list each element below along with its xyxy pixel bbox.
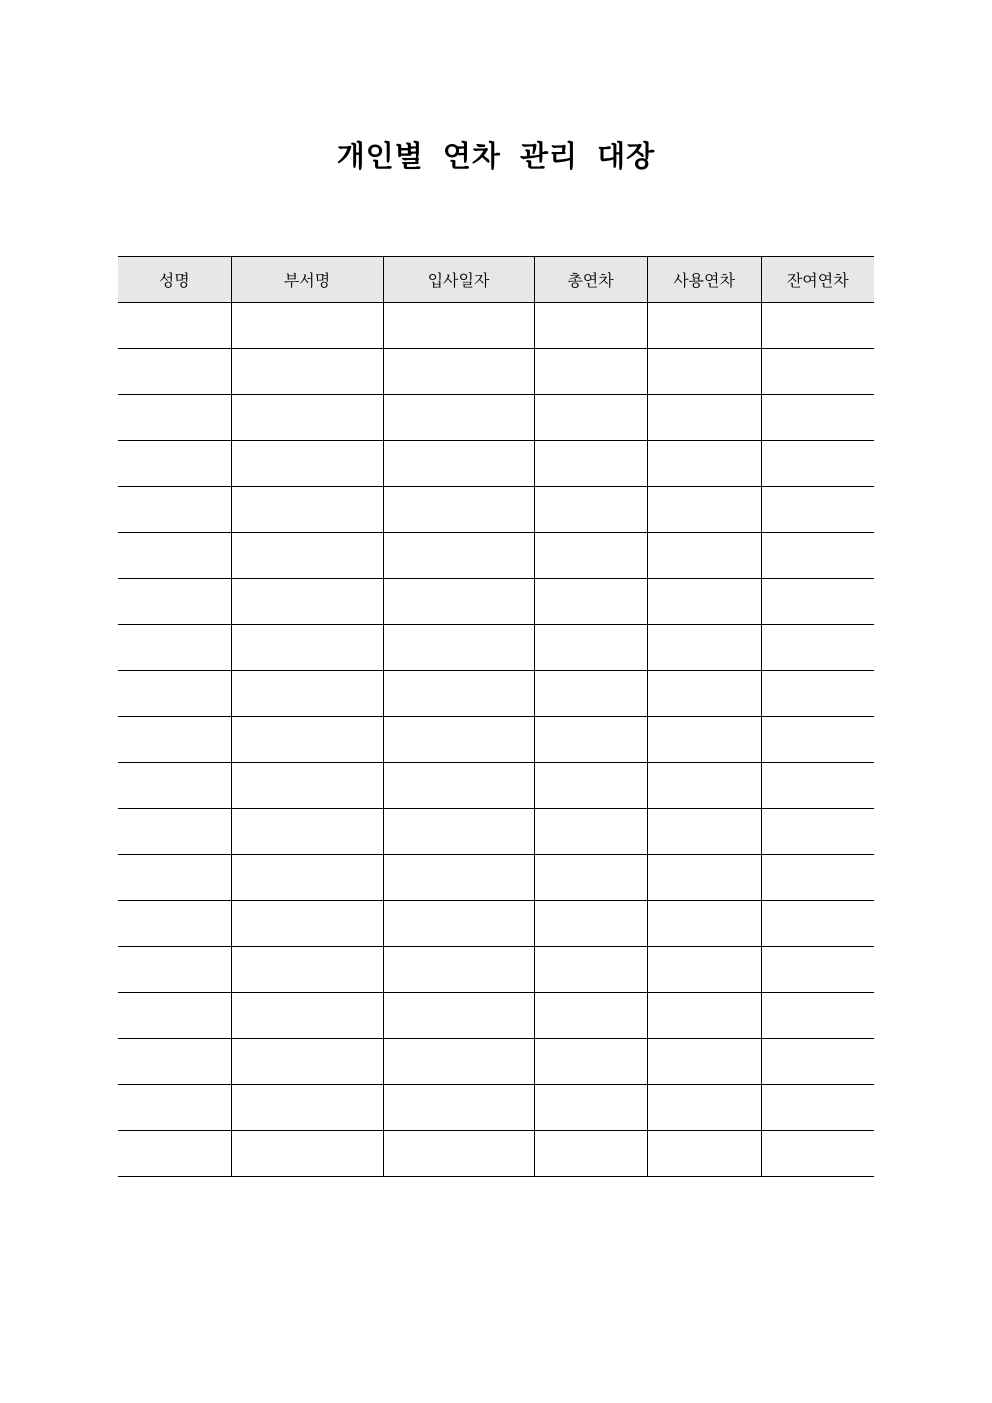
used-leave-cell[interactable] xyxy=(647,1131,761,1177)
column-header-hire-date: 입사일자 xyxy=(383,257,534,303)
remaining-leave-cell[interactable] xyxy=(761,763,874,809)
hire-date-cell[interactable] xyxy=(383,809,534,855)
table-row xyxy=(118,1085,874,1131)
used-leave-cell[interactable] xyxy=(647,809,761,855)
table-row xyxy=(118,947,874,993)
department-cell[interactable] xyxy=(231,1131,383,1177)
remaining-leave-cell[interactable] xyxy=(761,809,874,855)
used-leave-cell[interactable] xyxy=(647,671,761,717)
table-row xyxy=(118,1039,874,1085)
column-header-used-leave: 사용연차 xyxy=(647,257,761,303)
remaining-leave-cell[interactable] xyxy=(761,1085,874,1131)
department-cell[interactable] xyxy=(231,763,383,809)
hire-date-cell[interactable] xyxy=(383,1131,534,1177)
remaining-leave-cell[interactable] xyxy=(761,671,874,717)
remaining-leave-cell[interactable] xyxy=(761,1039,874,1085)
total-leave-cell[interactable] xyxy=(534,1039,647,1085)
department-cell[interactable] xyxy=(231,809,383,855)
hire-date-cell[interactable] xyxy=(383,763,534,809)
department-cell[interactable] xyxy=(231,1039,383,1085)
used-leave-cell[interactable] xyxy=(647,441,761,487)
total-leave-cell[interactable] xyxy=(534,855,647,901)
table-row xyxy=(118,1131,874,1177)
table-row xyxy=(118,533,874,579)
table-row xyxy=(118,901,874,947)
used-leave-cell[interactable] xyxy=(647,579,761,625)
department-cell[interactable] xyxy=(231,487,383,533)
total-leave-cell[interactable] xyxy=(534,717,647,763)
name-cell[interactable] xyxy=(118,441,231,487)
remaining-leave-cell[interactable] xyxy=(761,625,874,671)
hire-date-cell[interactable] xyxy=(383,395,534,441)
table-row xyxy=(118,579,874,625)
hire-date-cell[interactable] xyxy=(383,579,534,625)
name-cell[interactable] xyxy=(118,763,231,809)
total-leave-cell[interactable] xyxy=(534,1131,647,1177)
total-leave-cell[interactable] xyxy=(534,809,647,855)
department-cell[interactable] xyxy=(231,303,383,349)
table-row xyxy=(118,395,874,441)
remaining-leave-cell[interactable] xyxy=(761,533,874,579)
table-row xyxy=(118,441,874,487)
remaining-leave-cell[interactable] xyxy=(761,579,874,625)
total-leave-cell[interactable] xyxy=(534,395,647,441)
name-cell[interactable] xyxy=(118,855,231,901)
name-cell[interactable] xyxy=(118,671,231,717)
hire-date-cell[interactable] xyxy=(383,993,534,1039)
used-leave-cell[interactable] xyxy=(647,717,761,763)
hire-date-cell[interactable] xyxy=(383,717,534,763)
total-leave-cell[interactable] xyxy=(534,579,647,625)
used-leave-cell[interactable] xyxy=(647,763,761,809)
hire-date-cell[interactable] xyxy=(383,441,534,487)
remaining-leave-cell[interactable] xyxy=(761,303,874,349)
department-cell[interactable] xyxy=(231,993,383,1039)
name-cell[interactable] xyxy=(118,809,231,855)
hire-date-cell[interactable] xyxy=(383,1085,534,1131)
table-row xyxy=(118,993,874,1039)
department-cell[interactable] xyxy=(231,947,383,993)
name-cell[interactable] xyxy=(118,901,231,947)
name-cell[interactable] xyxy=(118,579,231,625)
table-row xyxy=(118,671,874,717)
total-leave-cell[interactable] xyxy=(534,1085,647,1131)
hire-date-cell[interactable] xyxy=(383,901,534,947)
department-cell[interactable] xyxy=(231,395,383,441)
name-cell[interactable] xyxy=(118,1131,231,1177)
name-cell[interactable] xyxy=(118,947,231,993)
total-leave-cell[interactable] xyxy=(534,349,647,395)
hire-date-cell[interactable] xyxy=(383,671,534,717)
department-cell[interactable] xyxy=(231,1085,383,1131)
used-leave-cell[interactable] xyxy=(647,901,761,947)
department-cell[interactable] xyxy=(231,671,383,717)
table-row xyxy=(118,625,874,671)
department-cell[interactable] xyxy=(231,855,383,901)
column-header-department: 부서명 xyxy=(231,257,383,303)
used-leave-cell[interactable] xyxy=(647,349,761,395)
table-row xyxy=(118,349,874,395)
used-leave-cell[interactable] xyxy=(647,1039,761,1085)
total-leave-cell[interactable] xyxy=(534,763,647,809)
used-leave-cell[interactable] xyxy=(647,993,761,1039)
used-leave-cell[interactable] xyxy=(647,395,761,441)
remaining-leave-cell[interactable] xyxy=(761,487,874,533)
used-leave-cell[interactable] xyxy=(647,855,761,901)
total-leave-cell[interactable] xyxy=(534,671,647,717)
total-leave-cell[interactable] xyxy=(534,303,647,349)
name-cell[interactable] xyxy=(118,487,231,533)
department-cell[interactable] xyxy=(231,625,383,671)
department-cell[interactable] xyxy=(231,717,383,763)
table-row xyxy=(118,809,874,855)
table-row xyxy=(118,763,874,809)
name-cell[interactable] xyxy=(118,1039,231,1085)
used-leave-cell[interactable] xyxy=(647,487,761,533)
name-cell[interactable] xyxy=(118,1085,231,1131)
department-cell[interactable] xyxy=(231,901,383,947)
column-header-name: 성명 xyxy=(118,257,231,303)
name-cell[interactable] xyxy=(118,533,231,579)
remaining-leave-cell[interactable] xyxy=(761,901,874,947)
name-cell[interactable] xyxy=(118,625,231,671)
hire-date-cell[interactable] xyxy=(383,533,534,579)
remaining-leave-cell[interactable] xyxy=(761,349,874,395)
table-body xyxy=(118,303,874,1177)
table-row xyxy=(118,855,874,901)
used-leave-cell[interactable] xyxy=(647,1085,761,1131)
hire-date-cell[interactable] xyxy=(383,349,534,395)
table-row xyxy=(118,487,874,533)
remaining-leave-cell[interactable] xyxy=(761,1131,874,1177)
remaining-leave-cell[interactable] xyxy=(761,717,874,763)
used-leave-cell[interactable] xyxy=(647,625,761,671)
total-leave-cell[interactable] xyxy=(534,441,647,487)
department-cell[interactable] xyxy=(231,533,383,579)
page-title: 개인별 연차 관리 대장 xyxy=(336,139,656,173)
hire-date-cell[interactable] xyxy=(383,625,534,671)
remaining-leave-cell[interactable] xyxy=(761,395,874,441)
used-leave-cell[interactable] xyxy=(647,533,761,579)
column-header-total-leave: 총연차 xyxy=(534,257,647,303)
remaining-leave-cell[interactable] xyxy=(761,855,874,901)
table-row xyxy=(118,303,874,349)
used-leave-cell[interactable] xyxy=(647,303,761,349)
column-header-remaining-leave: 잔여연차 xyxy=(761,257,874,303)
total-leave-cell[interactable] xyxy=(534,487,647,533)
name-cell[interactable] xyxy=(118,395,231,441)
name-cell[interactable] xyxy=(118,993,231,1039)
department-cell[interactable] xyxy=(231,441,383,487)
leave-ledger-table xyxy=(118,256,874,1177)
remaining-leave-cell[interactable] xyxy=(761,947,874,993)
name-cell[interactable] xyxy=(118,717,231,763)
name-cell[interactable] xyxy=(118,349,231,395)
hire-date-cell[interactable] xyxy=(383,303,534,349)
hire-date-cell[interactable] xyxy=(383,947,534,993)
total-leave-cell[interactable] xyxy=(534,993,647,1039)
remaining-leave-cell[interactable] xyxy=(761,441,874,487)
remaining-leave-cell[interactable] xyxy=(761,993,874,1039)
table-row xyxy=(118,717,874,763)
hire-date-cell[interactable] xyxy=(383,487,534,533)
total-leave-cell[interactable] xyxy=(534,901,647,947)
total-leave-cell[interactable] xyxy=(534,947,647,993)
hire-date-cell[interactable] xyxy=(383,1039,534,1085)
department-cell[interactable] xyxy=(231,349,383,395)
total-leave-cell[interactable] xyxy=(534,625,647,671)
hire-date-cell[interactable] xyxy=(383,855,534,901)
name-cell[interactable] xyxy=(118,303,231,349)
used-leave-cell[interactable] xyxy=(647,947,761,993)
table-header-row xyxy=(118,257,874,303)
department-cell[interactable] xyxy=(231,579,383,625)
total-leave-cell[interactable] xyxy=(534,533,647,579)
